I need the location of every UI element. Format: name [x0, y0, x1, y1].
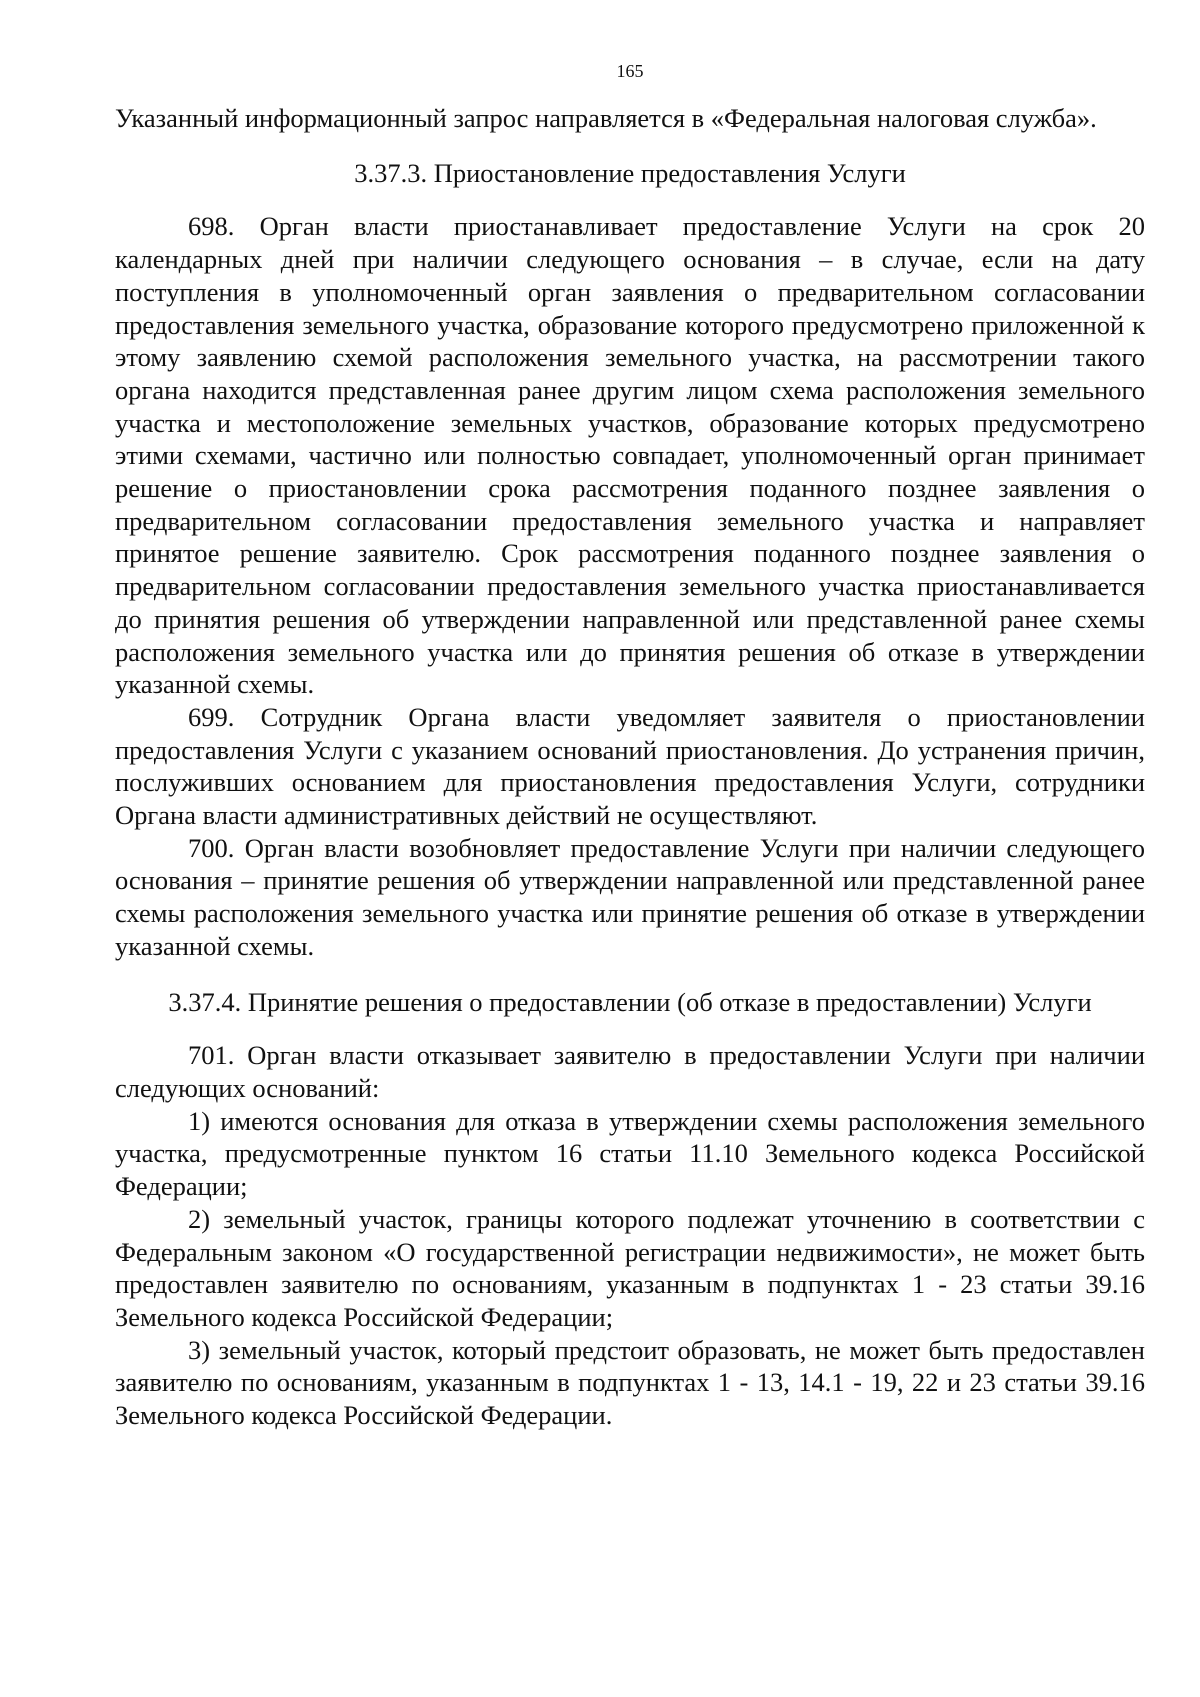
- list-item-1: 1) имеются основания для отказа в утверждении схемы расположения земельного участка, предусмотренные пунктом 16 статьи 11.10 Земельного кодекса Российской Федерации;: [115, 1105, 1145, 1202]
- paragraph-699: 699. Сотрудник Органа власти уведомляет заявителя о приостановлении предоставления Услуги с указанием оснований приостановления. До устранения причин, послуживших основанием для приостановления предоставления Услуги, сотрудники Органа власти административных действий не осуществляют.: [115, 701, 1145, 831]
- paragraph-698: 698. Орган власти приостанавливает предоставление Услуги на срок 20 календарных дней при наличии следующего основания – в случае, если на дату поступления в уполномоченный орган заявления о предварительном согласовании предоставления земельного участка, образование которого предусмотрено приложенной к этому заявлению схемой расположения земельного участка, на рассмотрении такого органа находится представленная ранее другим лицом схема расположения земельного участка и местоположение земельных участков, образование которых предусмотрено этими схемами, частично или полностью совпадает, уполномоченный орган принимает решение о приостановлении срока рассмотрения поданного позднее заявления о предварительном согласовании предоставления земельного участка и направляет принятое решение заявителю. Срок рассмотрения поданного позднее заявления о предварительном согласовании предоставления земельного участка приостанавливается до принятия решения об утверждении направленной или представленной ранее схемы расположения земельного участка или до принятия решения об отказе в утверждении указанной схемы.: [115, 211, 1145, 700]
- document-page: [115, 60, 1145, 1432]
- section-heading-3-37-4: 3.37.4. Принятие решения о предоставлении (об отказе в предоставлении) Услуги: [168, 986, 1092, 1017]
- section-heading-3-37-3: 3.37.3. Приостановление предоставления Услуги: [354, 157, 906, 188]
- page-number: 165: [616, 61, 644, 81]
- intro-paragraph: Указанный информационный запрос направляется в «Федеральная налоговая служба».: [115, 103, 1097, 133]
- list-item-2: 2) земельный участок, границы которого подлежат уточнению в соответствии с Федеральным законом «О государственной регистрации недвижимости», не может быть предоставлен заявителю по основаниям, указанным в подпунктах 1 - 23 статьи 39.16 Земельного кодекса Российской Федерации;: [115, 1203, 1145, 1332]
- paragraph-700: 700. Орган власти возобновляет предоставление Услуги при наличии следующего основания – принятие решения об утверждении направленной или представленной ранее схемы расположения земельного участка или принятие решения об отказе в утверждении указанной схемы.: [115, 832, 1145, 961]
- list-item-3: 3) земельный участок, который предстоит образовать, не может быть предоставлен заявителю по основаниям, указанным в подпунктах 1 - 13, 14.1 - 19, 22 и 23 статьи 39.16 Земельного кодекса Российской Федерации.: [115, 1334, 1145, 1431]
- paragraph-701: 701. Орган власти отказывает заявителю в предоставлении Услуги при наличии следующих оснований:: [115, 1040, 1145, 1103]
